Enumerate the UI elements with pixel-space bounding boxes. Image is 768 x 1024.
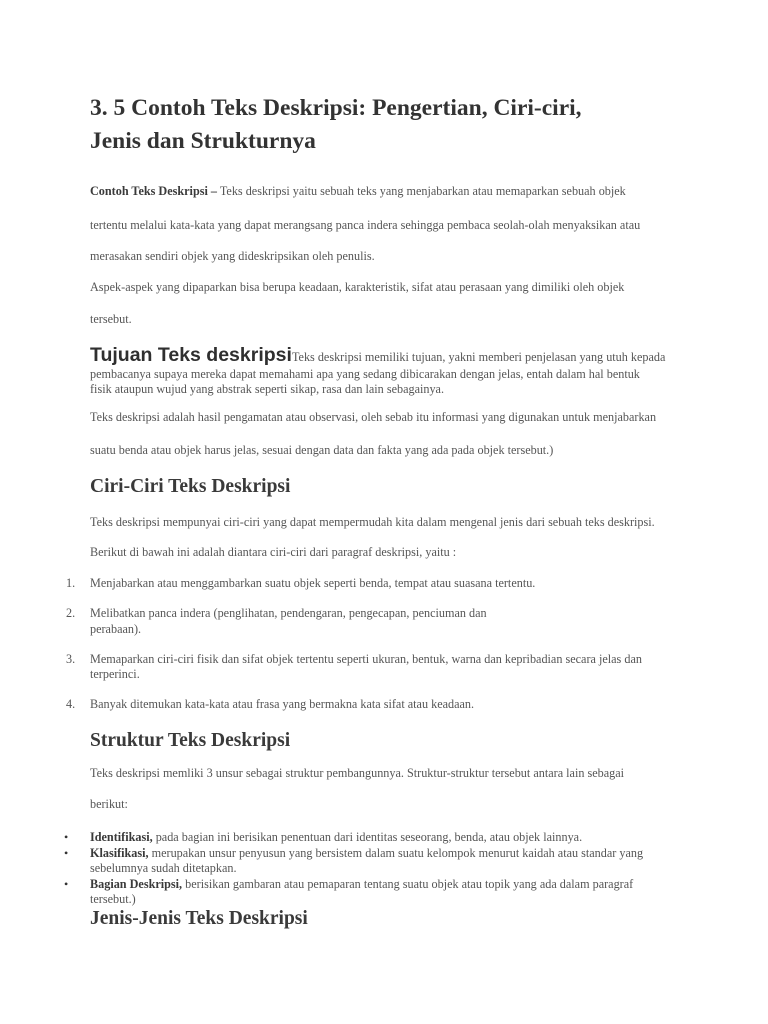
list-item-number: 3.: [66, 652, 76, 666]
page-title: [90, 92, 710, 158]
list-item: Memaparkan ciri-ciri fisik dan sifat objek tertentu seperti ukuran, bentuk, warna dan kepribadian secara jelas dan: [90, 652, 642, 666]
list-item-text: pada bagian ini berisikan penentuan dari identitas seseorang, benda, atau objek lainnya.: [152, 830, 583, 844]
ciri-heading: Ciri-Ciri Teks Deskripsi: [90, 476, 291, 497]
list-item-continuation: terperinci.: [90, 667, 140, 681]
list-item-term: Klasifikasi,: [90, 846, 149, 860]
intro-line-1: [90, 184, 626, 199]
page-title-line-2: Jenis dan Strukturnya: [90, 128, 316, 154]
list-item-term: Bagian Deskripsi,: [90, 877, 183, 891]
tujuan-first-line: [90, 343, 710, 367]
bullet-marker: •: [64, 877, 69, 891]
list-item-number: 2.: [66, 606, 76, 620]
struktur-line-2: berikut:: [90, 797, 128, 811]
list-item: Menjabarkan atau menggambarkan suatu objek seperti benda, tempat atau suasana tertentu.: [90, 576, 536, 590]
list-item-text: merupakan unsur penyusun yang bersistem dalam suatu kelompok menurut kaidah atau standar yang: [148, 846, 644, 860]
tujuan-line-3: fisik ataupun wujud yang abstrak seperti sikap, rasa dan lain sebagainya.: [90, 382, 445, 396]
list-item-number: 1.: [66, 576, 76, 590]
ciri-paragraph-1: Teks deskripsi mempunyai ciri-ciri yang dapat mempermudah kita dalam mengenal jenis dari sebuah teks deskripsi.: [90, 515, 655, 529]
ciri-paragraph-2: Berikut di bawah ini adalah diantara ciri-ciri dari paragraf deskripsi, yaitu :: [90, 545, 457, 559]
list-item: Melibatkan panca indera (penglihatan, pendengaran, pengecapan, penciuman dan: [90, 606, 487, 620]
struktur-line-1: Teks deskripsi memliki 3 unsur sebagai struktur pembangunnya. Struktur-struktur tersebut antara lain sebagai: [90, 766, 625, 780]
aspek-line-1: Aspek-aspek yang dipaparkan bisa berupa keadaan, karakteristik, sifat atau perasaan yang dimiliki oleh objek: [90, 280, 625, 294]
list-item-text: berisikan gambaran atau pemaparan tentang suatu objek atau topik yang ada dalam paragraf: [182, 877, 634, 891]
tujuan-line-2: pembacanya supaya mereka dapat memahami apa yang sedang dibicarakan dengan jelas, entah dalam hal bentuk: [90, 367, 640, 381]
tujuan-section: [90, 343, 710, 397]
list-item: Banyak ditemukan kata-kata atau frasa yang bermakna kata sifat atau keadaan.: [90, 697, 475, 711]
bullet-marker: •: [64, 846, 69, 860]
observasi-line-1: Teks deskripsi adalah hasil pengamatan atau observasi, oleh sebab itu informasi yang digunakan untuk menjabarkan: [90, 410, 657, 424]
tujuan-inline-text: Teks deskripsi memiliki tujuan, yakni memberi penjelasan yang utuh kepada: [291, 350, 666, 364]
list-item: [90, 846, 643, 861]
page-title-line-1: 3. 5 Contoh Teks Deskripsi: Pengertian, Ciri-ciri,: [90, 95, 582, 121]
jenis-heading: Jenis-Jenis Teks Deskripsi: [90, 908, 308, 929]
intro-line-2: tertentu melalui kata-kata yang dapat merangsang panca indera sehingga pembaca seolah-olah menyaksikan atau: [90, 218, 641, 232]
aspek-line-2: tersebut.: [90, 312, 132, 326]
list-item: [90, 830, 582, 845]
observasi-line-2: suatu benda atau objek harus jelas, sesuai dengan data dan fakta yang ada pada objek tersebut.): [90, 443, 554, 457]
list-item-number: 4.: [66, 697, 76, 711]
intro-lead-bold: Contoh Teks Deskripsi –: [90, 184, 217, 198]
intro-line-1-text: Teks deskripsi yaitu sebuah teks yang menjabarkan atau memaparkan sebuah objek: [217, 184, 626, 198]
list-item-continuation: sebelumnya sudah ditetapkan.: [90, 861, 237, 875]
list-item: [90, 877, 633, 892]
bullet-marker: •: [64, 830, 69, 844]
intro-line-3: merasakan sendiri objek yang dideskripsikan oleh penulis.: [90, 249, 375, 263]
tujuan-heading: Tujuan Teks deskripsi: [90, 344, 292, 366]
list-item-term: Identifikasi,: [90, 830, 153, 844]
struktur-heading: Struktur Teks Deskripsi: [90, 730, 291, 751]
list-item-continuation: perabaan).: [90, 622, 142, 636]
list-item-continuation: tersebut.): [90, 892, 136, 906]
